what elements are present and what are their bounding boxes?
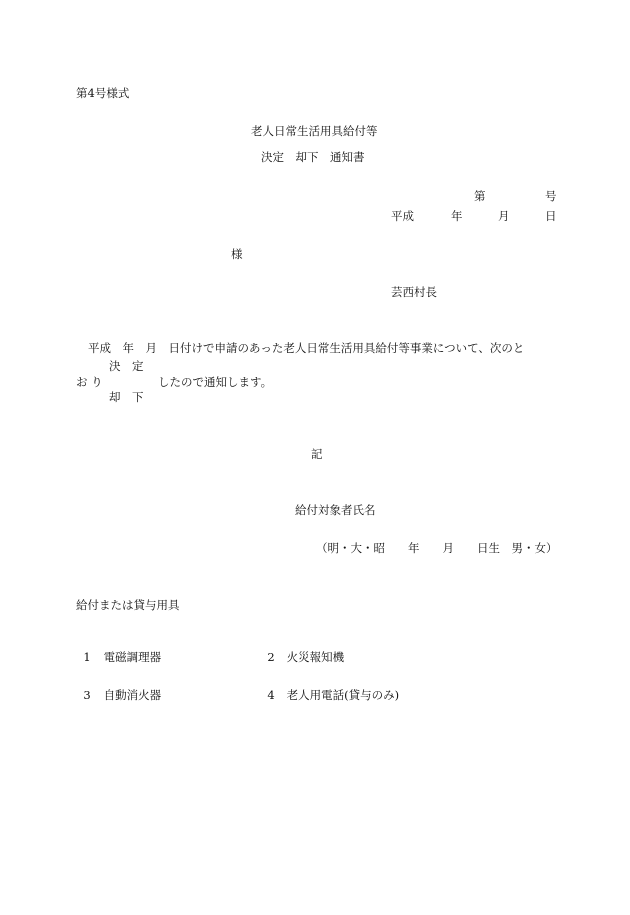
title-line-1: 老人日常生活用具給付等 xyxy=(251,124,378,138)
addressee-honorific: 様 xyxy=(231,247,243,261)
option-rejection: 却 下 xyxy=(109,390,144,404)
item-name: 電磁調理器 xyxy=(103,650,162,664)
items-heading: 給付または貸与用具 xyxy=(76,598,180,612)
date-era: 平成 xyxy=(391,209,414,223)
list-item xyxy=(76,674,161,702)
issuer: 芸西村長 xyxy=(391,285,437,299)
item-number: 4 xyxy=(267,688,275,702)
doc-number-prefix: 第 xyxy=(474,189,486,203)
ki-heading: 記 xyxy=(311,447,323,461)
body-line-2-start: お り xyxy=(76,375,103,389)
list-item xyxy=(76,636,161,664)
list-item xyxy=(260,636,344,664)
date-day: 日 xyxy=(545,209,557,223)
doc-number-suffix: 号 xyxy=(545,189,557,203)
title-line-2: 決定 却下 通知書 xyxy=(261,150,365,164)
form-number: 第4号様式 xyxy=(76,86,130,100)
item-name: 自動消火器 xyxy=(103,688,162,702)
item-name: 老人用電話(貸与のみ) xyxy=(286,688,400,702)
item-number: 3 xyxy=(83,688,91,702)
recipient-name-label: 給付対象者氏名 xyxy=(295,503,376,517)
body-line-1: 平成 年 月 日付けで申請のあった老人日常生活用具給付等事業について、次のと xyxy=(88,341,525,355)
date-year: 年 xyxy=(451,209,463,223)
item-name: 火災報知機 xyxy=(286,650,345,664)
option-decision: 決 定 xyxy=(109,359,144,373)
body-line-2-end: したので通知します。 xyxy=(158,375,273,389)
date-month: 月 xyxy=(498,209,510,223)
birth-info: （明・大・昭 年 月 日生 男・女） xyxy=(316,541,558,555)
item-number: 2 xyxy=(267,650,275,664)
item-number: 1 xyxy=(83,650,91,664)
list-item xyxy=(260,674,399,702)
